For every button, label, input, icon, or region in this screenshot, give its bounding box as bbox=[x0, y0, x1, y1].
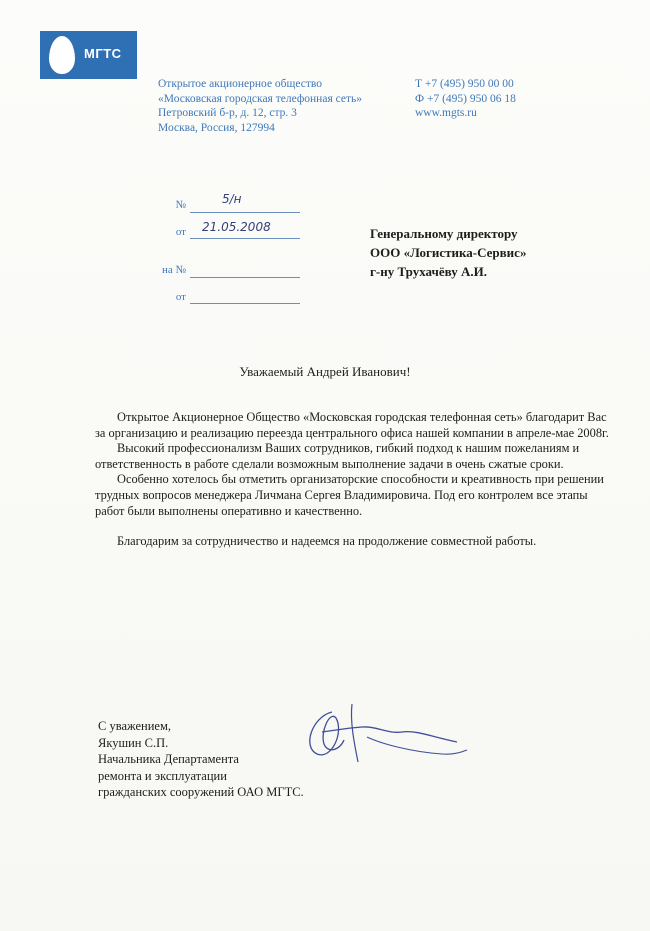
handwritten-signature bbox=[292, 692, 472, 782]
body-paragraph: Высокий профессионализм Ваших сотрудников, гибкий подход к нашим пожеланиям и ответственность в работе сделали возможным выполнение задачи в очень сжатые сроки. bbox=[95, 441, 580, 471]
date-label: от bbox=[175, 226, 186, 238]
greeting: Уважаемый Андрей Иванович! bbox=[239, 364, 411, 379]
date-handwritten-value: 21.05.2008 bbox=[202, 220, 271, 234]
fax-line: Ф +7 (495) 950 06 18 bbox=[415, 92, 516, 105]
body-paragraph: Особенно хотелось бы отметить организаторские способности и креативность при решении трудных вопросов менеджера Личмана Сергея Владимировича. Под его контролем все этапы работ были выполнены оперативно и качественно. bbox=[95, 472, 604, 518]
body-paragraph: Благодарим за сотрудничество и надеемся на продолжение совместной работы. bbox=[117, 534, 537, 549]
addressee-line: ООО «Логистика-Сервис» bbox=[370, 245, 527, 260]
addressee-line: г-ну Трухачёву А.И. bbox=[370, 264, 487, 279]
addressee-line: Генеральному директору bbox=[370, 226, 518, 241]
body-paragraph: Открытое Акционерное Общество «Московская городская телефонная сеть» благодарит Вас за организацию и реализацию переезда центрального офиса нашей компании в апреле-мае 2008г. bbox=[95, 410, 609, 440]
website-line: www.mgts.ru bbox=[415, 107, 477, 119]
letterhead-contacts bbox=[415, 77, 516, 121]
number-line bbox=[190, 212, 300, 213]
reply-number-label: на № bbox=[161, 264, 186, 276]
org-line: Открытое акционерное общество bbox=[158, 78, 322, 90]
number-handwritten-value: 5/н bbox=[222, 192, 242, 206]
signature-line: Якушин С.П. bbox=[98, 735, 169, 750]
reply-date-label: от bbox=[175, 291, 186, 303]
date-line bbox=[190, 238, 300, 239]
letter-body bbox=[95, 410, 615, 550]
number-label: № bbox=[175, 199, 186, 211]
mgts-logo bbox=[40, 31, 137, 79]
reply-date-line bbox=[190, 303, 300, 304]
org-line: Петровский б-р, д. 12, стр. 3 bbox=[158, 107, 297, 119]
signature-line: ремонта и эксплуатации bbox=[98, 768, 227, 783]
signature-line: Начальника Департамента bbox=[98, 752, 239, 766]
signature-block bbox=[98, 718, 304, 801]
signature-line: гражданских сооружений ОАО МГТС. bbox=[98, 785, 304, 799]
org-line: «Московская городская телефонная сеть» bbox=[158, 92, 362, 105]
phone-line: Т +7 (495) 950 00 00 bbox=[415, 78, 514, 90]
reply-number-line bbox=[190, 277, 300, 278]
org-line: Москва, Россия, 127994 bbox=[158, 121, 275, 134]
signature-line: С уважением, bbox=[98, 719, 171, 733]
letterhead-organization bbox=[158, 77, 362, 135]
logo-brand-text: МГТС bbox=[84, 46, 122, 61]
addressee-block bbox=[370, 224, 526, 281]
egg-logo-icon bbox=[49, 36, 75, 74]
